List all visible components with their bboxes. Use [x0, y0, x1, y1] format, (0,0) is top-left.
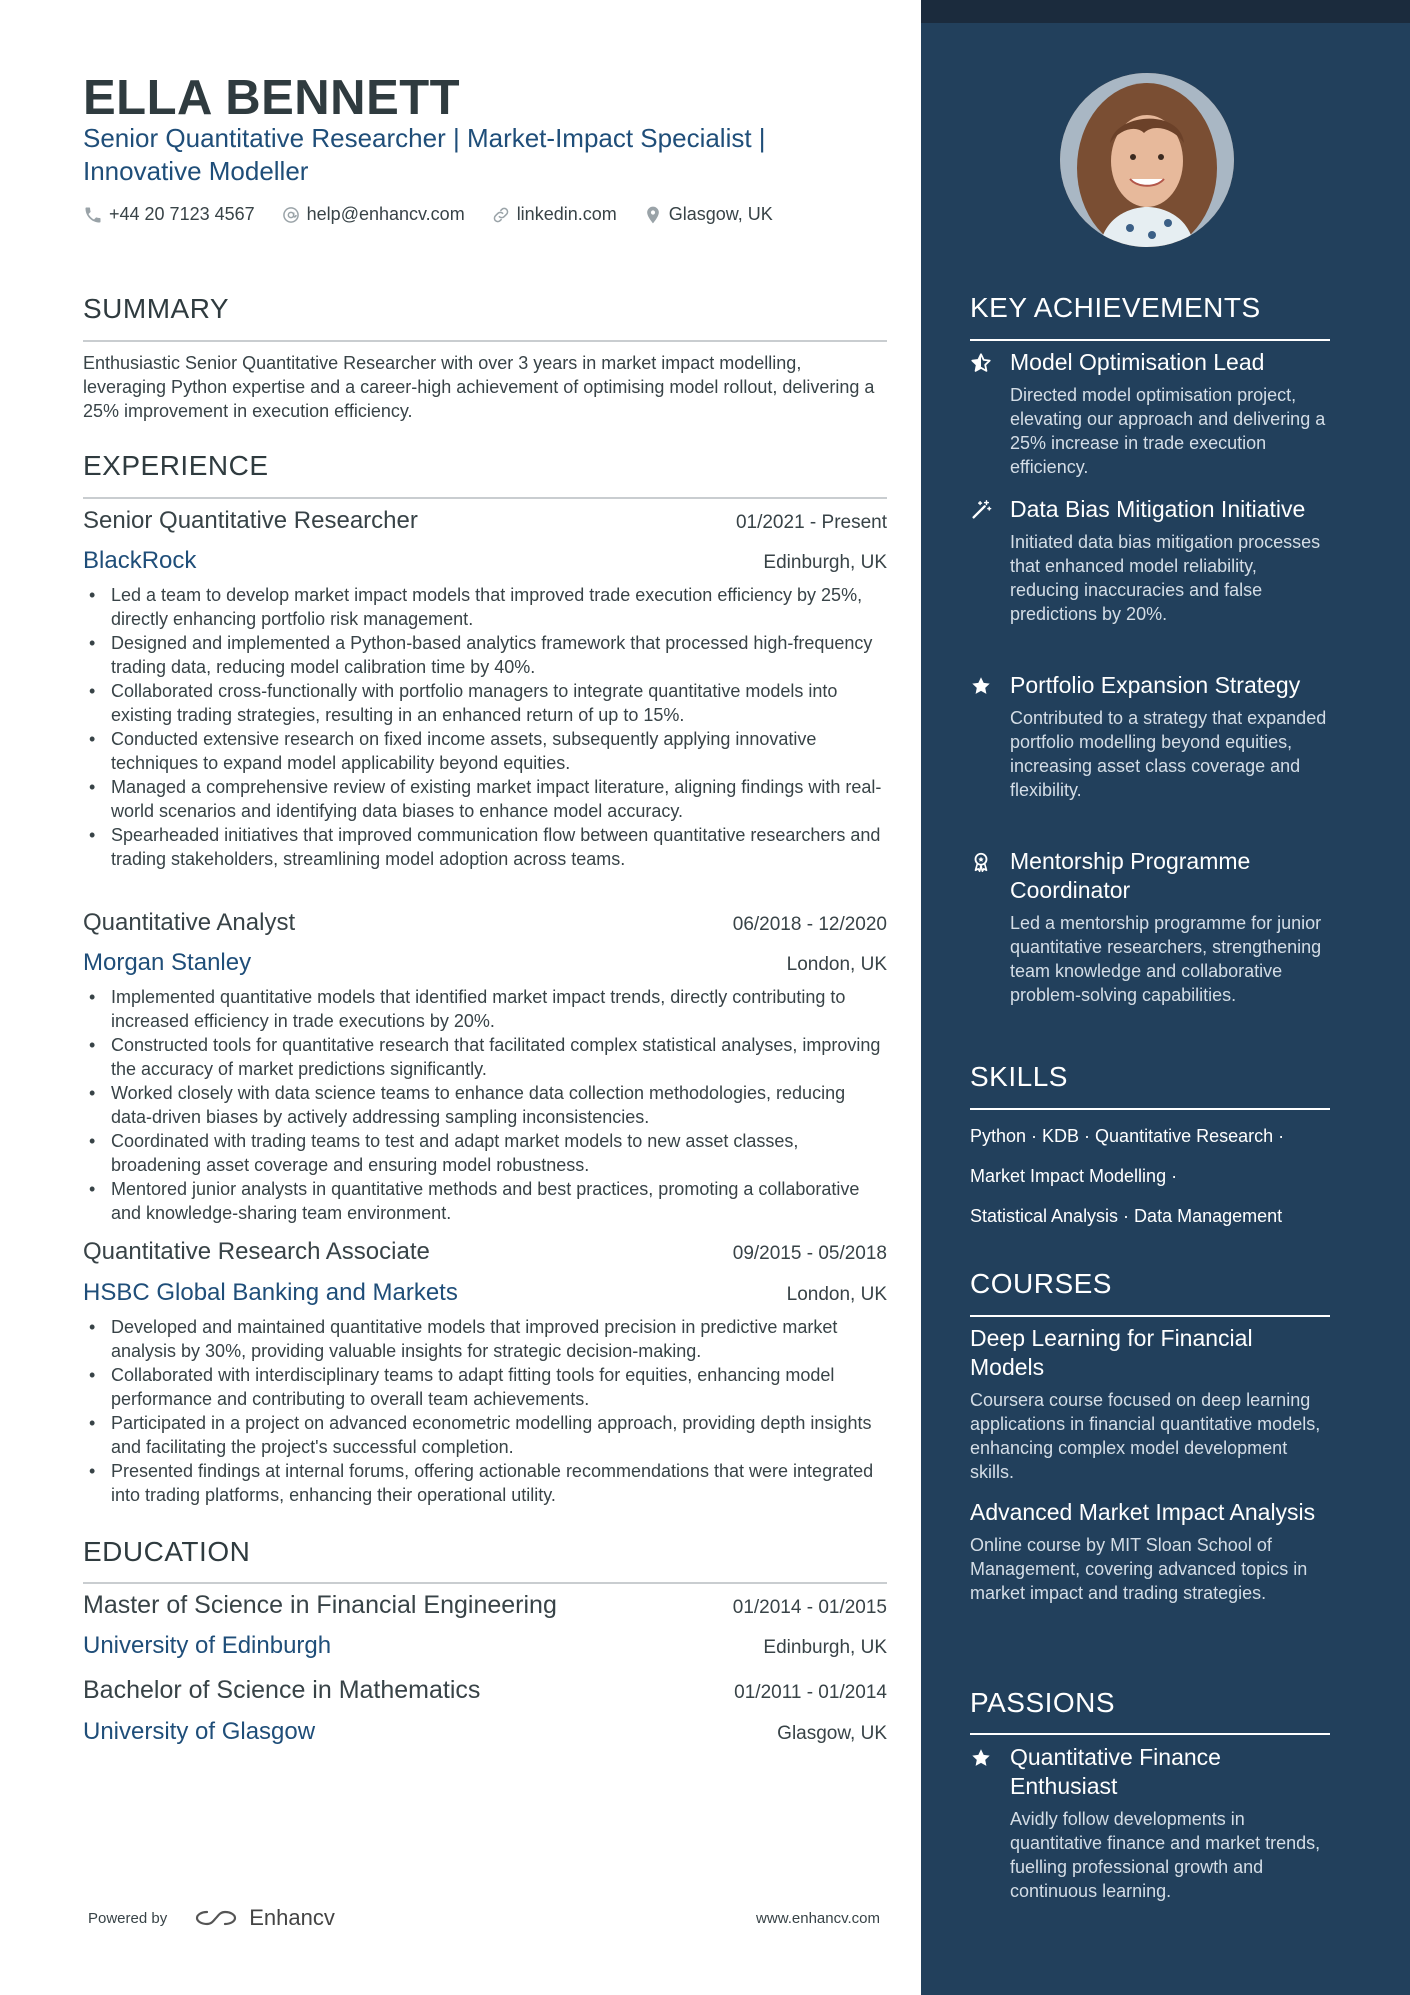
job-3-location: London, UK: [786, 1284, 887, 1305]
skills-line: Statistical Analysis · Data Management: [970, 1206, 1283, 1226]
job-3-employer: [83, 1279, 887, 1307]
list-item: • Designed and implemented a Python-based analytics framework that processed high-frequency trading data, reducing model calibration time by 40%.: [83, 631, 887, 679]
achievement-item: [970, 348, 1330, 479]
contact-phone-text: +44 20 7123 4567: [109, 204, 255, 224]
experience-heading: EXPERIENCE: [83, 450, 269, 481]
award-icon: [970, 851, 992, 873]
job-1-header: [83, 507, 887, 535]
skills-line: Python · KDB · Quantitative Research ·: [970, 1126, 1285, 1146]
edu-1-header: [83, 1591, 887, 1620]
profile-photo: [1060, 73, 1234, 247]
list-item: • Conducted extensive research on fixed income assets, subsequently applying innovative techniques to expand model applicability beyond equities.: [83, 727, 887, 775]
contact-email[interactable]: [281, 204, 465, 225]
education-heading: EDUCATION: [83, 1536, 251, 1567]
achievement-title: Model Optimisation Lead: [1010, 349, 1265, 375]
job-3-header: [83, 1238, 887, 1266]
list-item: • Constructed tools for quantitative research that facilitated complex statistical analyses, improving the accuracy of market predictions significantly.: [83, 1033, 887, 1081]
list-item: • Coordinated with trading teams to test and adapt market models to new asset classes, broadening asset coverage and ensuring model robustness.: [83, 1129, 887, 1177]
summary-text: Enthusiastic Senior Quantitative Researcher with over 3 years in market impact modelling, leveraging Python expertise and a career-high achievement of optimising model rollout, delivering a 25% improvement in execution efficiency.: [83, 353, 875, 421]
achievement-desc: Led a mentorship programme for junior quantitative researchers, strengthening team knowledge and collaborative problem-solving capabilities.: [1010, 913, 1322, 1005]
job-3-role: Quantitative Research Associate: [83, 1238, 430, 1265]
powered-by-label: Powered by: [88, 1909, 168, 1927]
courses-divider: [970, 1315, 1330, 1317]
achievements-divider: [970, 339, 1330, 341]
phone-icon: [83, 205, 103, 225]
skills-divider: [970, 1108, 1330, 1110]
job-1-employer: [83, 547, 887, 575]
list-item: • Implemented quantitative models that identified market impact trends, directly contributing to increased efficiency in trade executions by 20%.: [83, 985, 887, 1033]
job-1-company: BlackRock: [83, 547, 197, 574]
achievement-desc: Initiated data bias mitigation processes that enhanced model reliability, reducing inaccuracies and false predictions by 20%.: [1010, 532, 1321, 624]
passions-divider: [970, 1733, 1330, 1735]
enhancv-logo-text: Enhancv: [249, 1905, 335, 1930]
footer-branding: [88, 1905, 335, 1931]
course-title: Deep Learning for Financial Models: [970, 1325, 1253, 1380]
star-icon: [970, 1747, 992, 1769]
courses-heading: COURSES: [970, 1268, 1112, 1299]
contact-location-text: Glasgow, UK: [668, 204, 773, 224]
location-icon: [643, 205, 663, 225]
edu-1-school-row: [83, 1632, 887, 1660]
job-3-company: HSBC Global Banking and Markets: [83, 1279, 458, 1306]
list-item: • Participated in a project on advanced econometric modelling approach, providing depth insights and facilitating the project's successful completion.: [83, 1411, 887, 1459]
achievements-heading: KEY ACHIEVEMENTS: [970, 292, 1261, 323]
achievement-desc: Directed model optimisation project, elevating our approach and delivering a 25% increase in trade execution efficiency.: [1010, 385, 1326, 477]
job-2-employer: [83, 949, 887, 977]
edu-1-location: Edinburgh, UK: [763, 1637, 887, 1658]
job-1-role: Senior Quantitative Researcher: [83, 507, 418, 534]
education-divider: [83, 1582, 887, 1584]
at-icon: [281, 205, 301, 225]
job-1-location: Edinburgh, UK: [763, 552, 887, 573]
link-icon: [491, 205, 511, 225]
star-icon: [970, 675, 992, 697]
contact-list: [83, 204, 773, 225]
job-2-company: Morgan Stanley: [83, 949, 252, 976]
edu-2-degree: Bachelor of Science in Mathematics: [83, 1676, 481, 1704]
passion-title: Quantitative Finance Enthusiast: [1010, 1744, 1221, 1799]
job-1-bullets: [83, 583, 887, 871]
edu-1-school: University of Edinburgh: [83, 1632, 332, 1659]
summary-divider: [83, 340, 887, 342]
job-2-role: Quantitative Analyst: [83, 909, 296, 936]
achievement-title: Mentorship Programme Coordinator: [1010, 848, 1251, 903]
candidate-name: ELLA BENNETT: [83, 71, 461, 125]
job-2-location: London, UK: [786, 954, 887, 975]
edu-2-dates: 01/2011 - 01/2014: [734, 1682, 887, 1703]
course-desc: Coursera course focused on deep learning applications in financial quantitative models, enhancing complex model development skills.: [970, 1390, 1321, 1482]
contact-email-text: help@enhancv.com: [306, 204, 465, 224]
candidate-headline: Senior Quantitative Researcher | Market-Impact Specialist | Innovative Modeller: [83, 123, 766, 186]
achievement-title: Portfolio Expansion Strategy: [1010, 672, 1301, 698]
job-2-bullets: [83, 985, 887, 1225]
list-item: • Worked closely with data science teams to enhance data collection methodologies, reducing data-driven biases by actively addressing sampling inconsistencies.: [83, 1081, 887, 1129]
star-outline-icon: [970, 352, 992, 374]
list-item: • Collaborated cross-functionally with portfolio managers to integrate quantitative models into existing trading strategies, resulting in an enhanced return of up to 15%.: [83, 679, 887, 727]
achievement-item: [970, 671, 1330, 802]
list-item: • Mentored junior analysts in quantitative methods and best practices, promoting a collaborative and knowledge-sharing team environment.: [83, 1177, 887, 1225]
course-title: Advanced Market Impact Analysis: [970, 1499, 1316, 1525]
contact-location: [643, 204, 773, 225]
achievement-title: Data Bias Mitigation Initiative: [1010, 496, 1306, 522]
skills-list: [970, 1116, 1350, 1236]
list-item: • Managed a comprehensive review of existing market impact literature, aligning findings with real-world scenarios and identifying data biases to enhance model accuracy.: [83, 775, 887, 823]
edu-1-dates: 01/2014 - 01/2015: [732, 1597, 887, 1618]
achievement-desc: Contributed to a strategy that expanded portfolio modelling beyond equities, increasing asset class coverage and flexibility.: [1010, 708, 1327, 800]
list-item: • Collaborated with interdisciplinary teams to adapt fitting tools for equities, enhancing model performance and contributing to overall team achievements.: [83, 1363, 887, 1411]
list-item: • Presented findings at internal forums, offering actionable recommendations that were integrated into trading platforms, enhancing their operational utility.: [83, 1459, 887, 1507]
list-item: • Spearheaded initiatives that improved communication flow between quantitative researchers and trading stakeholders, streamlining model adoption across teams.: [83, 823, 887, 871]
avatar: [1060, 73, 1234, 247]
course-item: [970, 1498, 1330, 1605]
contact-linkedin-text: linkedin.com: [516, 204, 617, 224]
sidebar-top-bar: [921, 0, 1410, 23]
enhancv-logo-icon: [193, 1906, 239, 1930]
footer-url[interactable]: www.enhancv.com: [756, 1909, 880, 1927]
achievement-item: [970, 847, 1330, 1007]
skills-heading: SKILLS: [970, 1061, 1068, 1092]
edu-2-school-row: [83, 1718, 887, 1746]
list-item: • Developed and maintained quantitative models that improved precision in predictive market analysis by 30%, providing valuable insights for strategic decision-making.: [83, 1315, 887, 1363]
footer: [88, 1905, 880, 1931]
contact-linkedin[interactable]: [491, 204, 617, 225]
job-2-header: [83, 909, 887, 937]
job-2-dates: 06/2018 - 12/2020: [732, 914, 887, 935]
list-item: • Led a team to develop market impact models that improved trade execution efficiency by 25%, directly enhancing portfolio risk management.: [83, 583, 887, 631]
job-3-dates: 09/2015 - 05/2018: [732, 1243, 887, 1264]
experience-divider: [83, 497, 887, 499]
edu-1-degree: Master of Science in Financial Engineering: [83, 1591, 557, 1619]
passion-item: [970, 1743, 1330, 1903]
course-desc: Online course by MIT Sloan School of Management, covering advanced topics in market impact and trading strategies.: [970, 1535, 1308, 1603]
passion-desc: Avidly follow developments in quantitative finance and market trends, fuelling professional growth and continuous learning.: [1010, 1809, 1321, 1901]
enhancv-logo[interactable]: [193, 1905, 335, 1931]
job-3-bullets: [83, 1315, 887, 1507]
sidebar: [921, 0, 1410, 1995]
passions-heading: PASSIONS: [970, 1687, 1116, 1718]
job-1-dates: 01/2021 - Present: [735, 512, 887, 533]
edu-2-header: [83, 1676, 887, 1705]
contact-phone[interactable]: [83, 204, 255, 225]
summary-heading: SUMMARY: [83, 293, 230, 324]
skills-line: Market Impact Modelling ·: [970, 1166, 1178, 1186]
magic-wand-icon: [970, 499, 992, 521]
achievement-item: [970, 495, 1330, 626]
edu-2-location: Glasgow, UK: [777, 1723, 887, 1744]
course-item: [970, 1324, 1330, 1484]
edu-2-school: University of Glasgow: [83, 1718, 316, 1745]
